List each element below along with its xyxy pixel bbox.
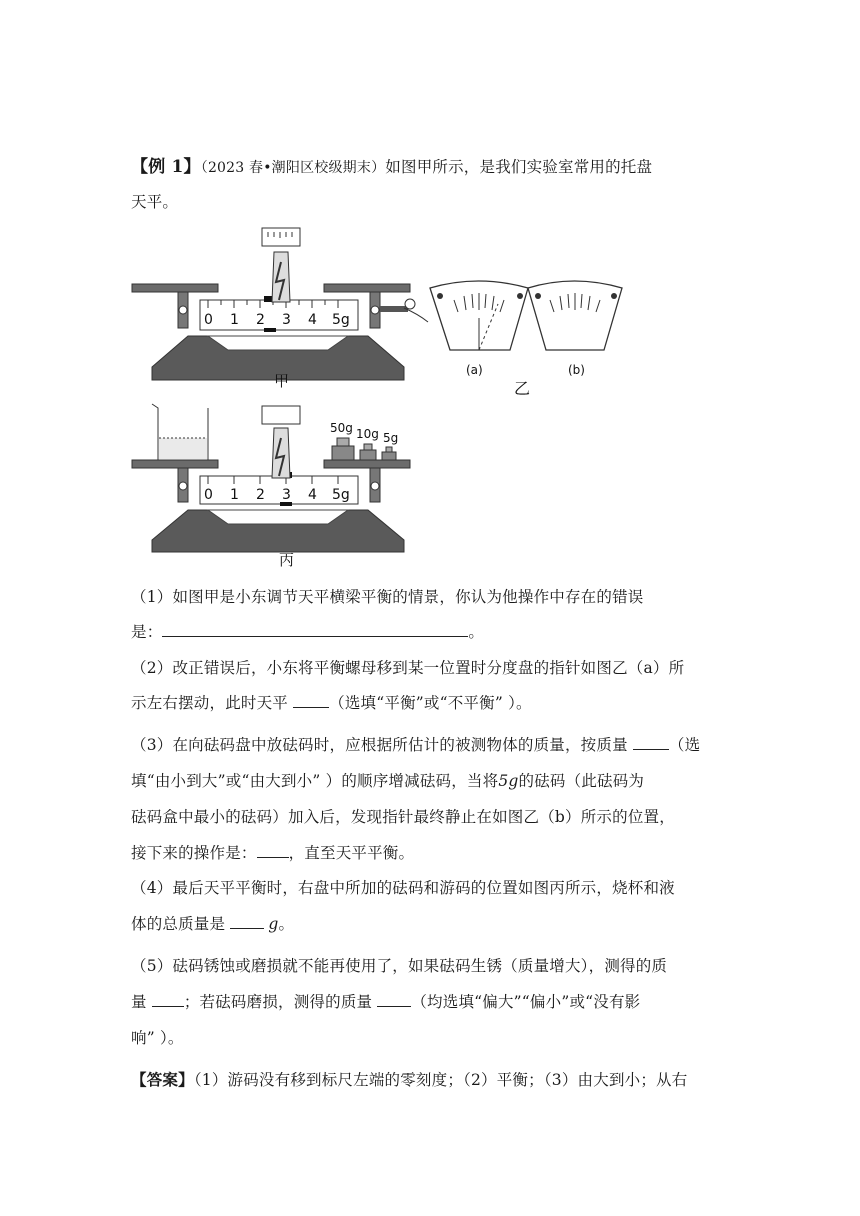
scale-tick-1: 1 xyxy=(230,312,239,328)
q1-prefix: 是： xyxy=(131,623,163,641)
q3-line3: 砝码盒中最小的砝码）加入后，发现指针最终静止在如图乙（b）所示的位置， xyxy=(131,808,675,826)
q3-line2 xyxy=(131,769,644,791)
q3-line1 xyxy=(131,733,700,755)
example-header xyxy=(131,152,652,177)
dial-a-label: (a) xyxy=(466,363,483,377)
q3-line4-suffix: ，直至天平平衡。 xyxy=(288,844,415,862)
dial-a xyxy=(430,281,528,350)
q2-answer-blank[interactable] xyxy=(293,693,329,708)
q3-line2-prefix: 填“由小到大”或“由大到小” ）的顺序增减砝码，当将 xyxy=(131,772,499,790)
q2-line2 xyxy=(131,691,532,713)
q3-line4 xyxy=(131,841,414,863)
q5-prefix: 量 xyxy=(131,993,152,1011)
beaker xyxy=(152,404,208,460)
q5-line1: （5）砝码锈蚀或磨损就不能再使用了，如果砝码生锈（质量增大），测得的质 xyxy=(131,957,668,975)
q2-prefix: 示左右摆动，此时天平 xyxy=(131,694,294,712)
caption-bing: 丙 xyxy=(279,551,295,569)
q2-line1: （2）改正错误后，小东将平衡螺母移到某一位置时分度盘的指针如图乙（a）所 xyxy=(131,659,685,677)
q4-line2 xyxy=(131,912,294,934)
scale-tick-3: 3 xyxy=(282,487,291,503)
example-label: 【例 1】 xyxy=(131,157,201,177)
scale-tick-3: 3 xyxy=(282,312,291,328)
answer-text: （1）游码没有移到标尺左端的零刻度；（2）平衡；（3）由大到小；从右 xyxy=(193,1071,688,1089)
example-intro: 如图甲所示，是我们实验室常用的托盘 xyxy=(385,158,653,176)
scale-tick-0: 0 xyxy=(204,487,213,503)
q4-unit: g xyxy=(268,915,279,933)
q3-line4-prefix: 接下来的操作是： xyxy=(131,844,257,862)
q5-answer-blank-1[interactable] xyxy=(152,992,184,1007)
q1-line1: （1）如图甲是小东调节天平横梁平衡的情景，你认为他操作中存在的错误 xyxy=(131,588,644,606)
weight-10g: 10g xyxy=(356,427,379,441)
answer-label: 【答案】 xyxy=(131,1070,194,1089)
scale-tick-2: 2 xyxy=(256,487,265,503)
caption-yi: 乙 xyxy=(514,379,531,398)
q1-line2 xyxy=(131,620,484,642)
q5-line2 xyxy=(131,990,640,1012)
q5-line3: 响” ）。 xyxy=(131,1029,184,1047)
q4-answer-blank[interactable] xyxy=(230,914,264,929)
example-intro-cont: 天平。 xyxy=(131,193,179,211)
q3-unit: 5g xyxy=(498,772,519,790)
weight-50g: 50g xyxy=(330,421,353,435)
q2-suffix: （选填“平衡”或“不平衡” ）。 xyxy=(329,694,532,712)
caption-jia: 甲 xyxy=(274,372,290,390)
q1-suffix: 。 xyxy=(468,623,485,641)
q3-suffix: （选 xyxy=(668,736,701,754)
q3-prefix: （3）在向砝码盘中放砝码时，应根据所估计的被测物体的质量，按质量 xyxy=(131,736,633,754)
scale-tick-1: 1 xyxy=(230,487,239,503)
scale-tick-5g: 5g xyxy=(332,487,350,503)
q4-suffix: 。 xyxy=(278,915,295,933)
scale-tick-0: 0 xyxy=(204,312,213,328)
dial-b-label: (b) xyxy=(568,363,585,377)
figure-jia-yi xyxy=(128,222,648,402)
q4-prefix: 体的总质量是 xyxy=(131,915,231,933)
q5-mid: ；若砝码磨损，测得的质量 xyxy=(183,993,378,1011)
q1-answer-blank[interactable] xyxy=(162,622,468,637)
q3-line2-suffix: 的砝码（此砝码为 xyxy=(518,772,645,790)
answer-line xyxy=(131,1068,687,1090)
weight-5g: 5g xyxy=(383,431,399,445)
figure-bing xyxy=(128,400,428,570)
q5-answer-blank-2[interactable] xyxy=(377,992,411,1007)
dial-b xyxy=(528,281,622,350)
scale-tick-2: 2 xyxy=(256,312,265,328)
example-source: （2023 春•潮阳区校级期末） xyxy=(200,160,386,176)
scale-tick-5g: 5g xyxy=(332,312,350,328)
q3-answer-blank-2[interactable] xyxy=(257,843,289,858)
q5-suffix: （均选填“偏大”“偏小”或“没有影 xyxy=(411,993,641,1011)
scale-tick-4: 4 xyxy=(308,487,317,503)
q3-answer-blank-1[interactable] xyxy=(633,735,669,750)
q4-line1: （4）最后天平平衡时，右盘中所加的砝码和游码的位置如图丙所示，烧杯和液 xyxy=(131,879,675,897)
scale-tick-4: 4 xyxy=(308,312,317,328)
